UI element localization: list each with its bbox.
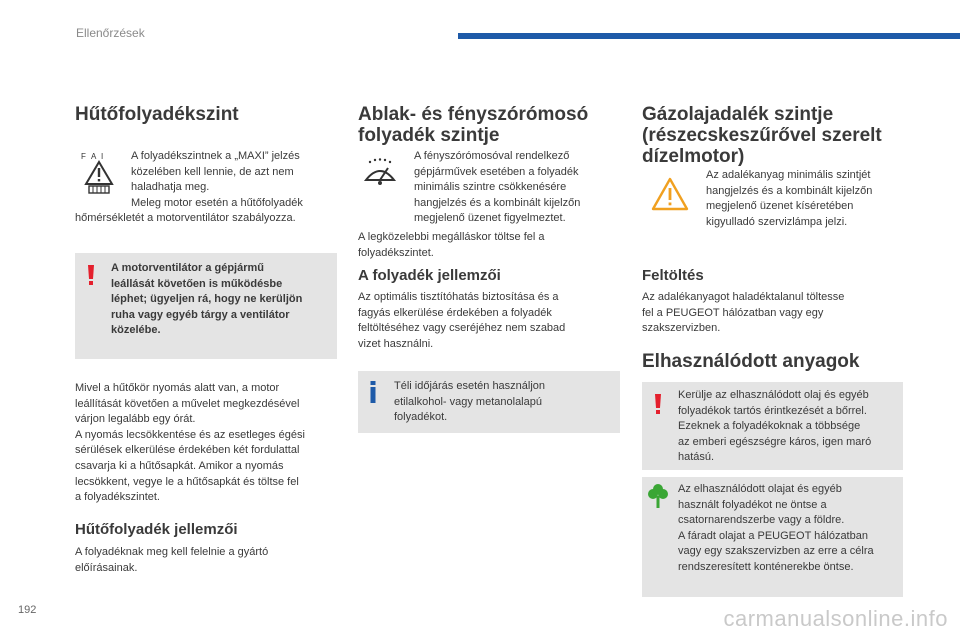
exclamation-icon [654,394,662,416]
page-number: 192 [18,604,37,616]
exclamation-icon [87,265,95,287]
washer-intro: A fényszórómosóval rendelkező gépjárművek esetében a folyadék minimális szintre csökkenésére hangjelzés és a kombinált kijelzőn megjelenő üzenet figyelmeztet. [414,150,581,225]
additive-title [642,104,882,167]
additive-intro: Az adalékanyag minimális szintjét hangjelzés és a kombinált kijelzőn megjelenő üzenet kíséretében kigyulladó szervizlámpa jelzi. [706,169,873,228]
refill-text: Az adalékanyagot haladéktalanul töltesse fel a PEUGEOT hálózatban vagy egy szakszervizben. [642,291,845,335]
header-accent-bar [458,33,960,39]
winter-info-box [358,371,620,433]
eco-info-box [642,477,903,597]
washer-fluid-icon [362,158,398,188]
used-materials-title: Elhasználódott anyagok [642,351,860,372]
coolant-specs-text: A folyadéknak meg kell felelnie a gyártó előírásainak. [75,546,269,574]
winter-info-text: Téli időjárás esetén használjon etilalkohol- vagy metanolalapú folyadékot. [394,380,546,424]
info-icon [370,381,376,403]
coolant-intro: A folyadékszintnek a „MAXI” jelzés közelében kell lennie, de azt nem haladhatja meg. Meleg motor esetén a hűtőfolyadék [131,150,303,209]
eco-info-text: Az elhasználódott olajat és egyéb használt folyadékot ne öntse a csatornarendszerbe vagy a földre. A fáradt olajat a PEUGEOT hálózatban vagy egy szakszervizben az erre a célra rendszeresített konténerekbe öntse. [678,483,874,573]
section-title: Ellenőrzések [76,26,145,40]
svg-text:A: A [91,152,97,161]
coolant-warning-icon [81,150,117,194]
washer-intro-tail: A legközelebbi megálláskor töltse fel a folyadékszintet. [358,231,545,259]
fan-warning-box [75,253,337,359]
refill-title: Feltöltés [642,267,704,284]
warning-triangle-icon [650,176,690,212]
coolant-intro-tail: hőmérsékletét a motorventilátor szabályozza. [75,212,296,224]
used-oil-warning-text: Kerülje az elhasználódott olaj és egyéb folyadékok tartós érintkezését a bőrrel. Ezeknek a folyadékoknak a többsége az emberi egészségre káros, igen maró hatású. [678,389,872,464]
svg-text:I: I [101,152,104,161]
washer-title-text: Ablak- és fényszórómosó folyadék szintje [358,104,589,146]
coolant-specs-title: Hűtőfolyadék jellemzői [75,521,238,538]
used-oil-warning-box [642,382,903,470]
additive-title-text: Gázolajadalék szintje (részecskeszűrővel szerelt dízelmotor) [642,104,882,167]
fan-warning-text: A motorventilátor a gépjármű leállását követően is működésbe léphet; ügyeljen rá, hogy ne kerüljön ruha vagy egyéb tárgy a ventilátor közelébe. [111,262,303,337]
watermark: carmanualsonline.info [723,606,948,631]
coolant-title: Hűtőfolyadékszint [75,104,239,125]
washer-specs-text: Az optimális tisztítóhatás biztosítása és a fagyás elkerülése érdekében a folyadék feltöltéséhez vagy cseréjéhez nem szabad vizet használni. [358,291,566,350]
tree-icon [648,483,668,509]
washer-specs-title: A folyadék jellemzői [358,267,501,284]
washer-title [358,104,588,146]
svg-text:F: F [81,152,86,161]
coolant-body: Mivel a hűtőkör nyomás alatt van, a motor leállítását követően a művelet megkezdésével várjon legalább egy órát. A nyomás lecsökkentése és az esetleges égési sérülések elkerülése érdekében két fordulattal csavarja ki a hűtősapkát. Amikor a nyomás lecsökkent, vegye le a hűtősapkát és töltse fel a folyadékszintet. [75,382,305,504]
